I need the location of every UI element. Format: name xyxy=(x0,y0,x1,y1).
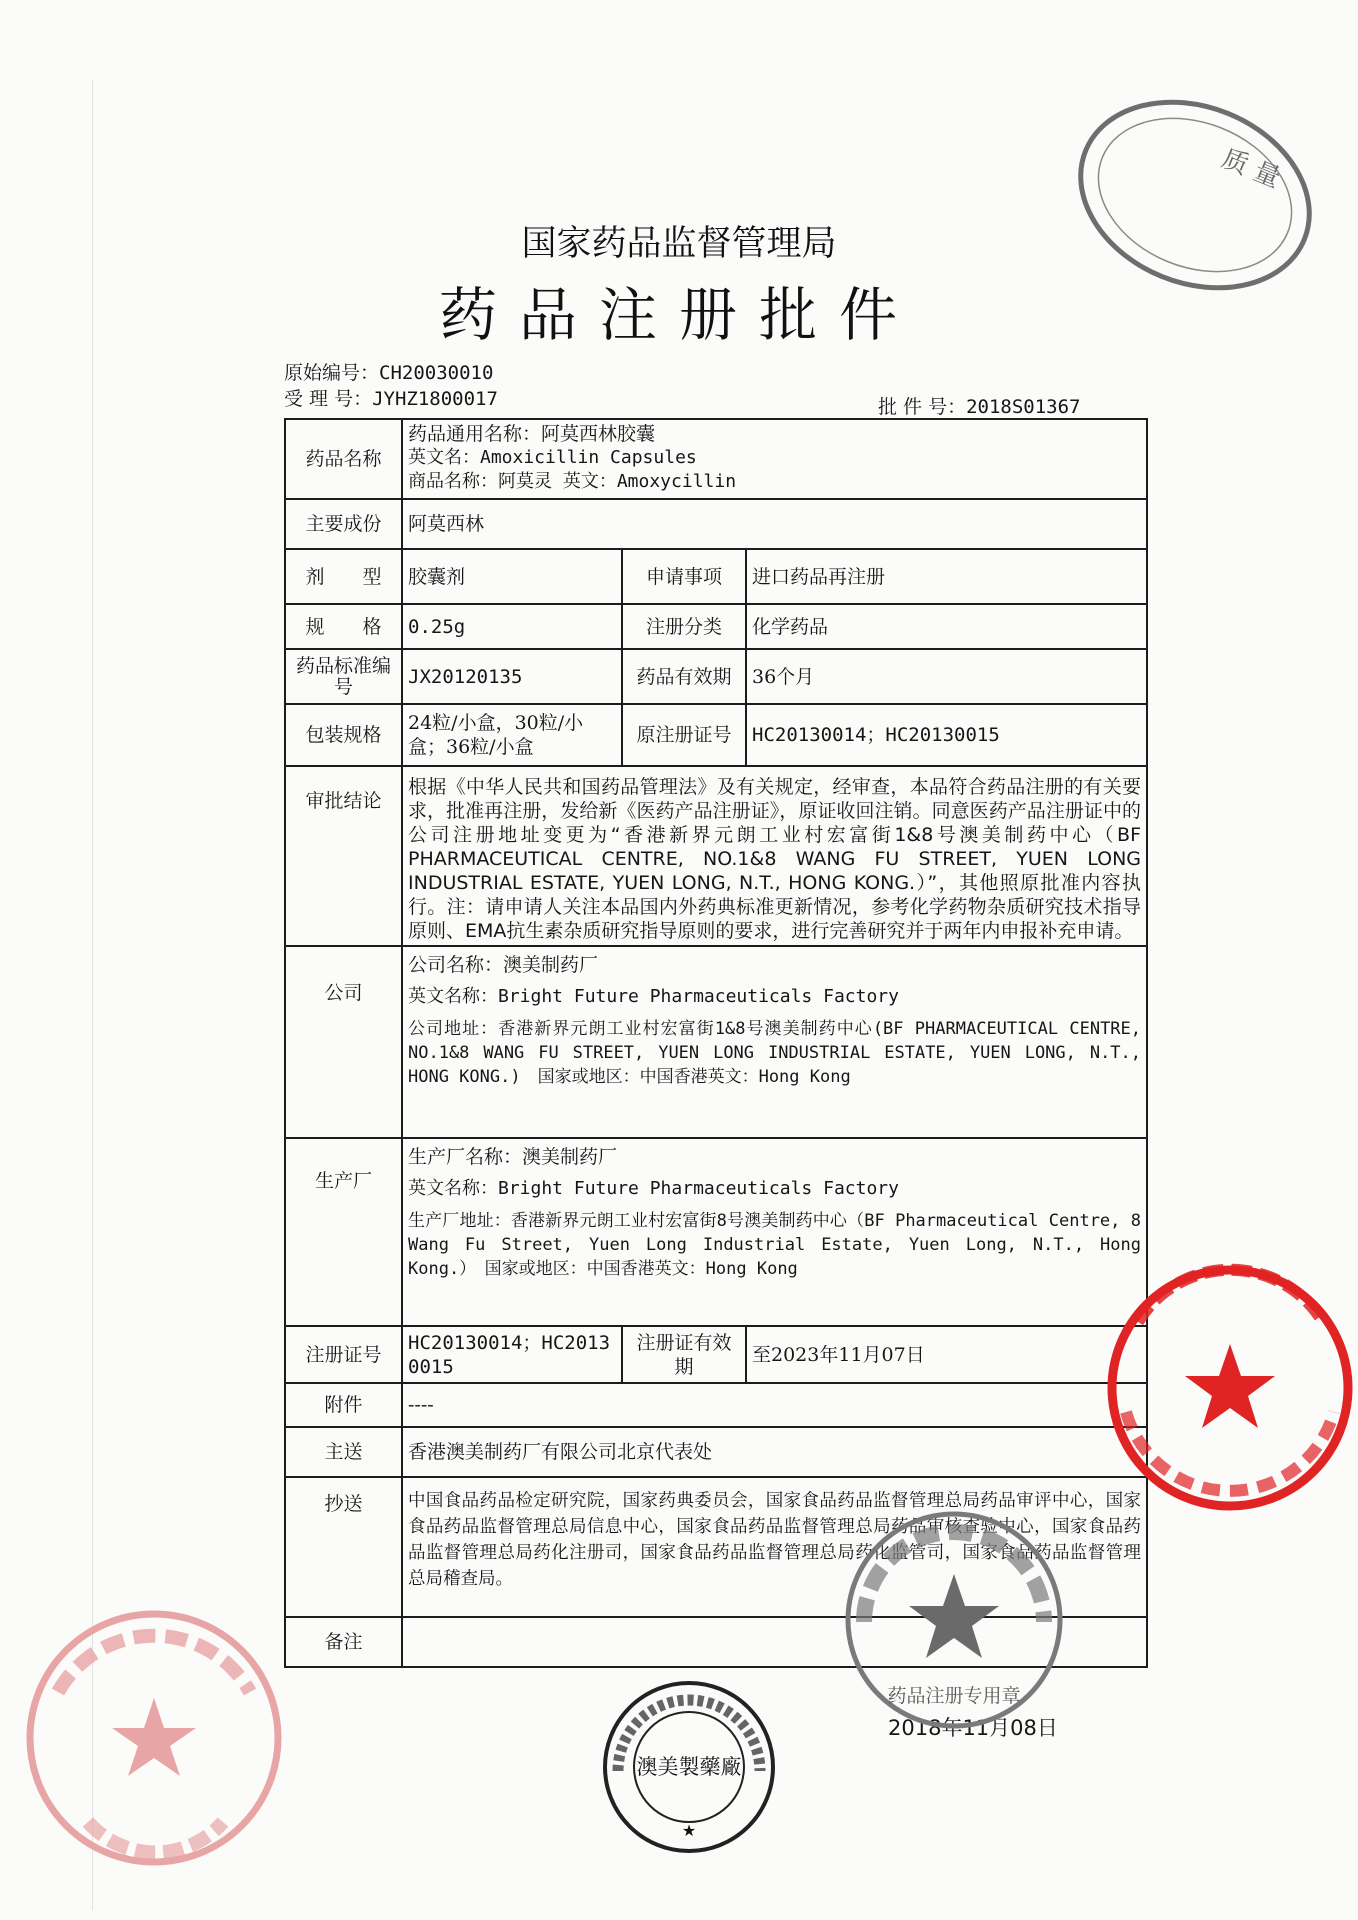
company-round-seal-name: 澳美製藥廠 xyxy=(636,1755,742,1779)
trade-name: 商品名称：阿莫灵 英文：Amoxycillin xyxy=(408,471,737,492)
spec-label: 规 格 xyxy=(285,604,402,649)
registration-category-label: 注册分类 xyxy=(622,604,746,649)
company-round-seal xyxy=(598,1676,780,1858)
cc-label: 抄送 xyxy=(285,1477,402,1617)
row-conclusion xyxy=(285,766,1147,946)
bottom-left-seal-text-arc-lower xyxy=(88,1822,223,1852)
top-right-seal-mark: 质 量 xyxy=(1217,143,1285,195)
packaging-value: 24粒/小盒，30粒/小盒；36粒/小盒 xyxy=(402,704,622,766)
registration-label: 注册证号 xyxy=(285,1326,402,1383)
row-manufacturer xyxy=(285,1138,1147,1326)
drug-name-label: 药品名称 xyxy=(285,419,402,499)
official-registration-seal xyxy=(836,1502,1072,1738)
original-number-value: CH20030010 xyxy=(379,362,494,384)
issue-date: 2018年11月08日 xyxy=(888,1716,1058,1740)
row-company xyxy=(285,946,1147,1138)
shelf-life-label: 药品有效期 xyxy=(622,649,746,704)
dosage-form-label: 剂 型 xyxy=(285,549,402,604)
row-attachment xyxy=(285,1383,1147,1427)
generic-name: 药品通用名称：阿莫西林胶囊 xyxy=(408,423,656,445)
main-recipient-label: 主送 xyxy=(285,1427,402,1477)
remarks-label: 备注 xyxy=(285,1617,402,1667)
company-round-seal-star: ★ xyxy=(681,1821,697,1840)
registration-value: HC20130014；HC20130015 xyxy=(402,1326,622,1383)
application-item-label: 申请事项 xyxy=(622,549,746,604)
manufacturer-name: 生产厂名称：澳美制药厂 xyxy=(408,1146,618,1168)
row-main-recipient xyxy=(285,1427,1147,1477)
english-name: 英文名：Amoxicillin Capsules xyxy=(408,447,697,468)
company-label: 公司 xyxy=(285,946,402,1138)
drug-name-cell xyxy=(402,419,1147,499)
registration-validity-value: 至2023年11月07日 xyxy=(746,1326,1147,1383)
conclusion-label: 审批结论 xyxy=(285,766,402,946)
ingredient-label: 主要成份 xyxy=(285,499,402,549)
standard-label: 药品标准编号 xyxy=(285,649,402,704)
official-seal-caption: 药品注册专用章 xyxy=(887,1685,1021,1707)
original-cert-value: HC20130014；HC20130015 xyxy=(746,704,1147,766)
right-red-seal xyxy=(1098,1262,1358,1514)
accept-number-value: JYHZ1800017 xyxy=(372,388,498,410)
manufacturer-label: 生产厂 xyxy=(285,1138,402,1326)
approval-number xyxy=(878,392,1080,419)
attachment-label: 附件 xyxy=(285,1383,402,1427)
row-drug-name xyxy=(285,419,1147,499)
row-packaging xyxy=(285,704,1147,766)
official-seal-star xyxy=(909,1574,999,1658)
top-right-seal xyxy=(1070,95,1330,305)
application-item-value: 进口药品再注册 xyxy=(746,549,1147,604)
accept-number xyxy=(284,384,498,411)
company-name: 公司名称：澳美制药厂 xyxy=(408,954,599,976)
bottom-left-seal xyxy=(18,1602,290,1874)
row-spec xyxy=(285,604,1147,649)
company-cell xyxy=(402,946,1147,1138)
bottom-left-seal-text-arc xyxy=(58,1636,250,1692)
row-ingredient xyxy=(285,499,1147,549)
ingredient-value: 阿莫西林 xyxy=(402,499,1147,549)
row-dosage-form xyxy=(285,549,1147,604)
original-number-label: 原始编号： xyxy=(284,362,380,384)
manufacturer-address: 生产厂地址：香港新界元朗工业村宏富街8号澳美制药中心（BF Pharmaceutical Centre, 8 Wang Fu Street, Yuen Long Industrial Estate, Yuen Long, N.T., Hong Kong.） 国家或地区：中国香港英文：Hong Kong xyxy=(408,1211,1142,1279)
spec-value: 0.25g xyxy=(402,604,622,649)
registration-category-value: 化学药品 xyxy=(746,604,1147,649)
document-title: 药品注册批件 xyxy=(438,281,919,349)
row-registration xyxy=(285,1326,1147,1383)
approval-number-value: 2018S01367 xyxy=(966,396,1081,418)
registration-table xyxy=(284,418,1148,1668)
bottom-left-seal-star xyxy=(112,1698,196,1776)
main-recipient-value: 香港澳美制药厂有限公司北京代表处 xyxy=(402,1427,1147,1477)
right-red-seal-star xyxy=(1185,1344,1275,1428)
row-standard xyxy=(285,649,1147,704)
packaging-label: 包装规格 xyxy=(285,704,402,766)
accept-number-label: 受 理 号： xyxy=(284,388,373,410)
attachment-value: ---- xyxy=(402,1383,1147,1427)
right-red-seal-text-arc xyxy=(1138,1270,1323,1322)
dosage-form-value: 胶囊剂 xyxy=(402,549,622,604)
company-address: 公司地址：香港新界元朗工业村宏富街1&8号澳美制药中心(BF PHARMACEUTICAL CENTRE, NO.1&8 WANG FU STREET, YUEN LONG INDUSTRIAL ESTATE, YUEN LONG, N.T., HONG KONG.) 国家或地区：中国香港英文：Hong Kong xyxy=(408,1019,1142,1087)
conclusion-text: 根据《中华人民共和国药品管理法》及有关规定，经审查，本品符合药品注册的有关要求，批准再注册，发给新《医药产品注册证》，原证收回注销。同意医药产品注册证中的公司注册地址变更为“香港新界元朗工业村宏富街1&8号澳美制药中心（BF PHARMACEUTICAL CENTRE, NO.1&8 WANG FU STREET, YUEN LONG INDUSTRIAL ESTATE, YUEN LONG, N.T., HONG KONG.）”，其他照原批准内容执行。注：请申请人关注本品国内外药典标准更新情况，参考化学药物杂质研究技术指导原则、EMA抗生素杂质研究指导原则的要求，进行完善研究并于两年内申报补充申请。 xyxy=(402,766,1147,946)
original-cert-label: 原注册证号 xyxy=(622,704,746,766)
original-number xyxy=(284,358,493,385)
shelf-life-value: 36个月 xyxy=(746,649,1147,704)
cc-value: 中国食品药品检定研究院，国家药典委员会，国家食品药品监督管理总局药品审评中心，国家食品药品监督管理总局信息中心，国家食品药品监督管理总局药品审核查验中心，国家食品药品监督管理总局药化注册司，国家食品药品监督管理总局药化监管司，国家食品药品监督管理总局稽查局。 xyxy=(402,1477,1147,1617)
agency-name: 国家药品监督管理局 xyxy=(521,224,837,264)
approval-number-label: 批 件 号： xyxy=(878,396,967,418)
registration-validity-label: 注册证有效期 xyxy=(622,1326,746,1383)
standard-value: JX20120135 xyxy=(402,649,622,704)
manufacturer-english-name: 英文名称：Bright Future Pharmaceuticals Factory xyxy=(408,1178,899,1199)
manufacturer-cell xyxy=(402,1138,1147,1326)
company-english-name: 英文名称：Bright Future Pharmaceuticals Factory xyxy=(408,986,899,1007)
